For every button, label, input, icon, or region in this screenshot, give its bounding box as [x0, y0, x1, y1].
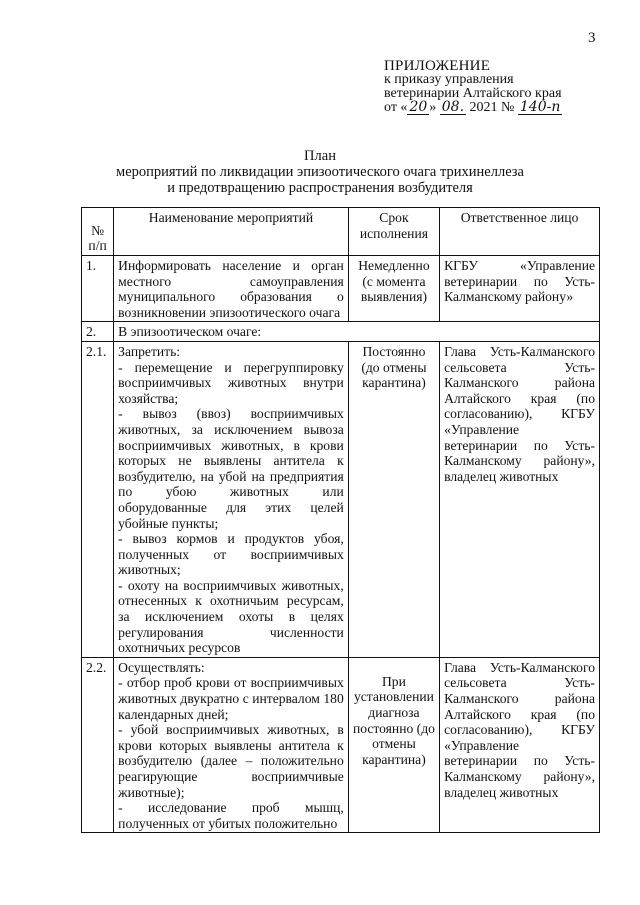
- row-term: При установлении диагноза постоянно (до отмены карантина): [348, 657, 439, 833]
- row-name: В эпизоотическом очаге:: [114, 322, 600, 342]
- plan-title: План: [304, 148, 336, 164]
- row-name-line: - вывоз кормов и продуктов убоя, полученных от восприимчивых животных;: [118, 531, 344, 578]
- row-responsible: КГБУ «Управление ветеринарии по Усть-Калманскому району»: [440, 256, 600, 322]
- row-name-line: - убой восприимчивых животных, в крови которых выявлены антитела к возбудителю (далее – положительно реагирующие восприимчивые животные);: [118, 722, 344, 800]
- row-term: Постоянно (до отмены карантина): [348, 341, 439, 657]
- header-name: Наименование мероприятий: [114, 208, 349, 256]
- table-header-row: [82, 208, 600, 256]
- appendix-line-1: к приказу управления: [384, 72, 514, 87]
- date-mid: »: [429, 100, 437, 115]
- row-name-line: - исследование проб мышц, полученных от убитых положительно: [118, 800, 344, 831]
- handwritten-order-number: 140-п: [519, 99, 561, 115]
- row-num: 2.2.: [82, 657, 114, 833]
- row-name-line: - отбор проб крови от восприимчивых животных двукратно с интервалом 180 календарных дней;: [118, 675, 344, 722]
- date-year: 2021 №: [469, 100, 515, 115]
- measures-table: [81, 207, 600, 833]
- header-responsible: Ответственное лицо: [440, 208, 600, 256]
- table-row: [82, 322, 600, 342]
- row-name: [114, 341, 349, 657]
- appendix-block: [384, 59, 562, 115]
- row-num: 2.1.: [82, 341, 114, 657]
- plan-subtitle-1: мероприятий по ликвидации эпизоотического очага трихинеллеза: [116, 164, 524, 180]
- appendix-line-2: ветеринарии Алтайского края: [384, 86, 562, 101]
- header-term: Срок исполнения: [348, 208, 439, 256]
- row-name-line: - охоту на восприимчивых животных, отнесенных к охотничьим ресурсам, за исключением охоты в целях регулирования численности охотничьих ресурсов: [118, 577, 344, 656]
- handwritten-day: 20: [409, 99, 428, 115]
- appendix-date-line: [384, 101, 562, 115]
- plan-subtitle-2: и предотвращению распространения возбудителя: [167, 180, 473, 196]
- appendix-title: ПРИЛОЖЕНИЕ: [384, 58, 491, 74]
- row-name-line: - вывоз (ввоз) восприимчивых животных, за исключением вывоза восприимчивых животных, в крови которых не выявлены антитела к возбудителю, на убой на предприятия по убою животных или оборудованные для этих целей убойные пункты;: [118, 406, 344, 531]
- row-name-line: - перемещение и перегруппировку восприимчивых животных внутри хозяйства;: [118, 359, 344, 406]
- row-num: 1.: [82, 256, 114, 322]
- row-term: Немедленно (с момента выявления): [348, 256, 439, 322]
- plan-heading: [110, 148, 530, 196]
- row-name-line: Запретить:: [118, 343, 181, 359]
- page-number: 3: [588, 30, 596, 46]
- row-num: 2.: [82, 322, 114, 342]
- row-name: [114, 657, 349, 833]
- row-name-line: Осуществлять:: [118, 659, 205, 675]
- date-prefix: от «: [384, 100, 408, 115]
- table-row: [82, 256, 600, 322]
- handwritten-month: 08.: [441, 99, 465, 115]
- row-responsible: Глава Усть-Калманского сельсовета Усть-Калманского района Алтайского края (по согласованию), КГБУ «Управление ветеринарии по Усть-Калманскому району», владелец животных: [440, 341, 600, 657]
- header-num: № п/п: [82, 208, 114, 256]
- row-name: Информировать население и орган местного самоуправления муниципального образования о возникновении эпизоотического очага: [114, 256, 349, 322]
- table-row: [82, 657, 600, 833]
- row-responsible: Глава Усть-Калманского сельсовета Усть-Калманского района Алтайского края (по согласованию), КГБУ «Управление ветеринарии по Усть-Калманскому району», владелец животных: [440, 657, 600, 833]
- table-row: [82, 341, 600, 657]
